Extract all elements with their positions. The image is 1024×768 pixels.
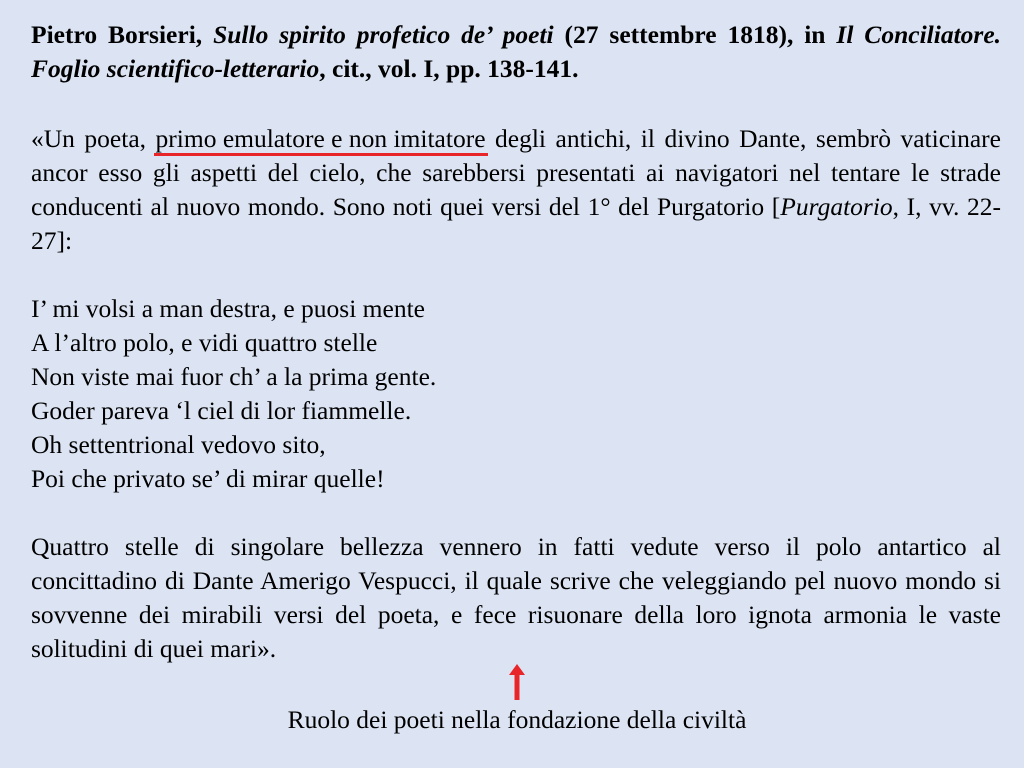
poem-line: Poi che privato se’ di mirar quelle! bbox=[31, 464, 385, 493]
citation-journal-title: Il Conciliatore. Foglio scientifico-letterario bbox=[31, 20, 1002, 83]
poem-line: Goder pareva ‘l ciel di lor fiammelle. bbox=[31, 396, 412, 425]
up-arrow-shape bbox=[509, 664, 525, 700]
highlighted-phrase bbox=[156, 122, 486, 156]
citation-date: (27 settembre 1818), in bbox=[564, 20, 826, 49]
poem-line: I’ mi volsi a man destra, e puosi mente bbox=[31, 294, 425, 323]
slide-content bbox=[31, 18, 1002, 663]
highlighted-phrase-text: primo emulatore e non imitatore bbox=[155, 124, 486, 153]
citation-pub-details: , cit., vol. I, pp. 138-141. bbox=[319, 54, 579, 83]
paragraph-vespucci: Quattro stelle di singolare bellezza vennero in fatti vedute verso il polo antartico al concittadino di Dante Amerigo Vespucci, il quale scrive che veleggiando pel nuovo mondo si sovvenne dei mirabili versi del poeta, e fece risuonare della loro ignota armonia le vaste solitudini di quei mari». bbox=[31, 532, 1001, 663]
red-underline bbox=[154, 153, 488, 156]
paragraph-dante-before: «Un poeta, bbox=[31, 124, 156, 153]
poem-line: Oh settentrional vedovo sito, bbox=[31, 430, 326, 459]
poem-quote bbox=[31, 292, 1001, 496]
purgatorio-ref-title: Purgatorio bbox=[780, 192, 893, 221]
citation-work-title: Sullo spirito profetico de’ poeti bbox=[213, 20, 554, 49]
citation-heading bbox=[31, 18, 1001, 86]
up-arrow-icon bbox=[508, 664, 526, 700]
poem-line: Non viste mai fuor ch’ a la prima gente. bbox=[31, 362, 437, 391]
paragraph-dante bbox=[31, 122, 1001, 258]
citation-author: Pietro Borsieri, bbox=[31, 20, 203, 49]
paragraph-dante-after: degli antichi, il divino Dante, sembrò vaticinare ancor esso gli aspetti del cielo, che sarebbersi presentati ai navigatori nel tentare le strade conducenti al nuovo mondo. Sono noti quei versi del 1° del Purgatorio [ bbox=[31, 124, 1001, 221]
purgatorio-ref-rest: , I, vv. 22-27]: bbox=[31, 192, 1002, 255]
caption: Ruolo dei poeti nella fondazione della civiltà bbox=[287, 705, 747, 734]
poem-line: A l’altro polo, e vidi quattro stelle bbox=[31, 328, 378, 357]
